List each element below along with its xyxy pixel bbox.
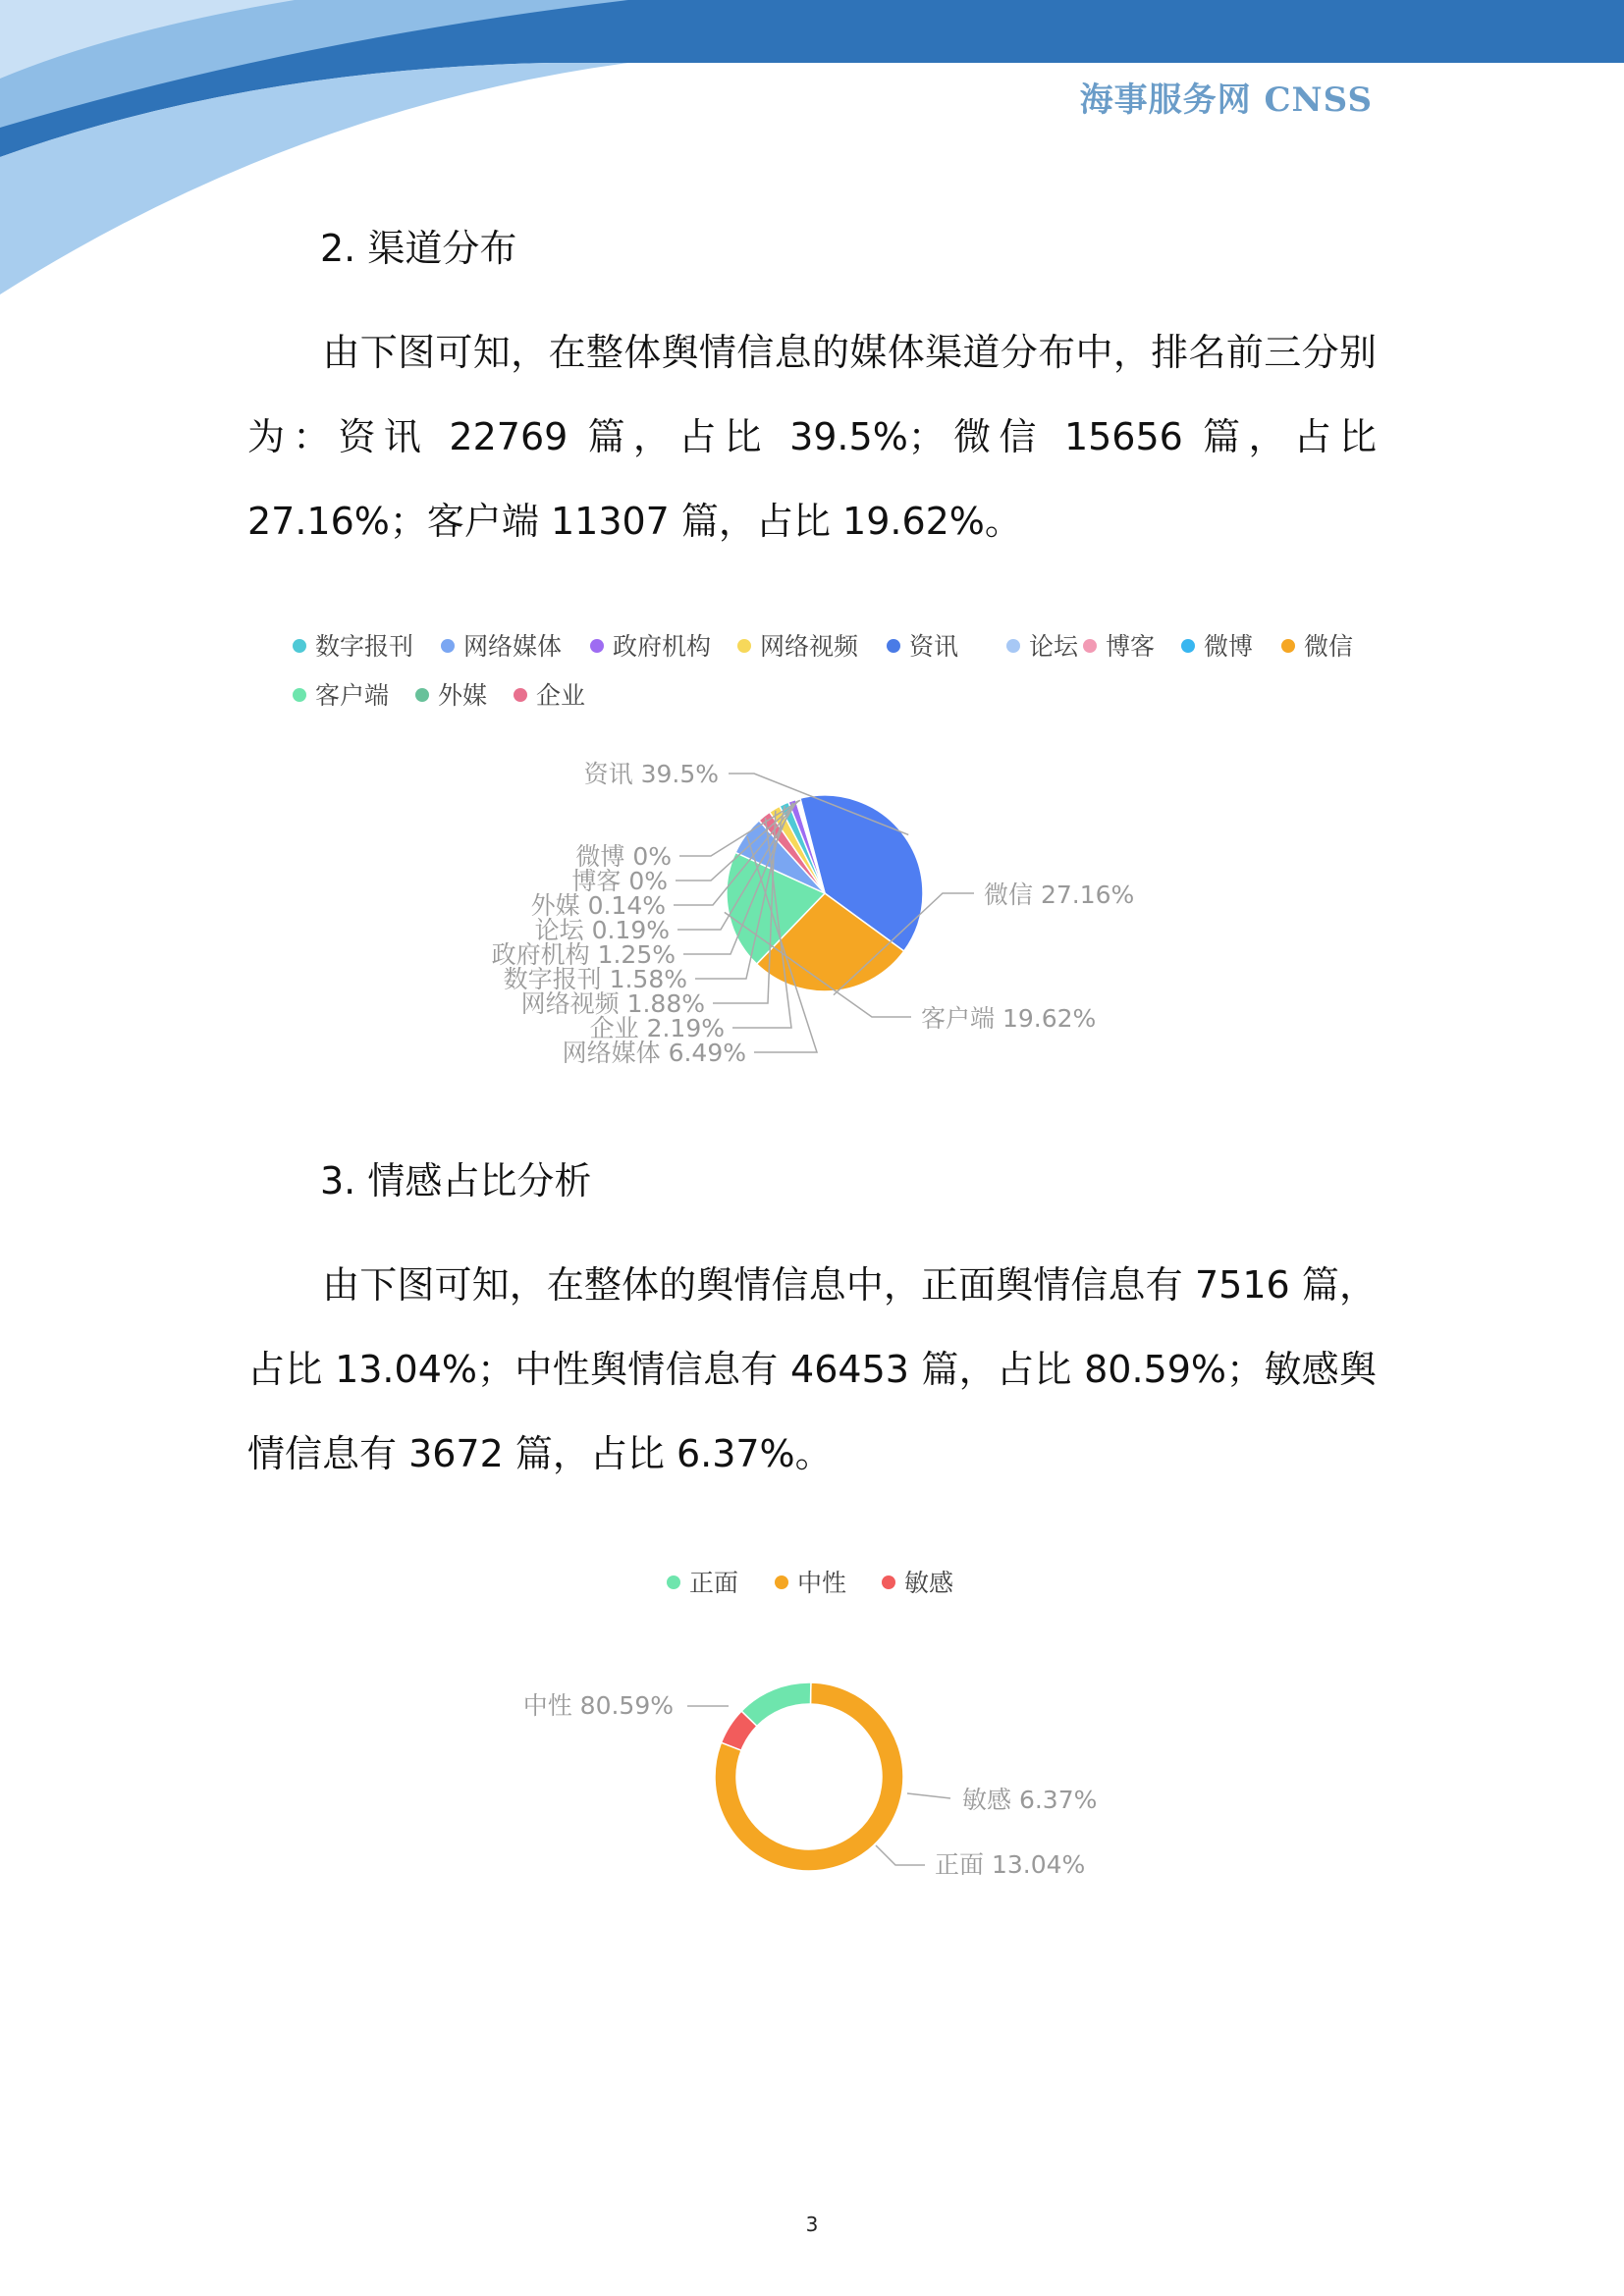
legend-item-0[interactable]: [667, 1569, 738, 1597]
legend-marker: [293, 639, 306, 653]
legend-label: 网络视频: [760, 632, 859, 661]
channel-paragraph: [247, 310, 1377, 563]
donut-label-中性: 中性 80.59%: [522, 1691, 674, 1720]
legend-item-3[interactable]: [737, 632, 859, 661]
pie-label-网络视频: 网络视频 1.88%: [520, 989, 705, 1018]
pie-label-博客: 博客 0%: [571, 867, 668, 895]
legend-label: 正面: [689, 1569, 739, 1597]
pie-label-网络媒体: 网络媒体 6.49%: [562, 1039, 746, 1067]
page-number: 3: [805, 2213, 819, 2236]
legend-marker: [1083, 639, 1097, 653]
donut-label-line-敏感: [907, 1793, 950, 1798]
sentiment-paragraph-text: 由下图可知，在整体的舆情信息中，正面舆情信息有 7516 篇，占比 13.04%；中性舆情信息有 46453 篇，占比 80.59%；敏感舆情信息有 3672 篇，占比 6.37%。: [247, 1263, 1377, 1475]
section-heading-sentiment: 3. 情感占比分析: [320, 1159, 592, 1202]
legend-item-10[interactable]: [415, 681, 487, 710]
pie-label-政府机构: 政府机构 1.25%: [491, 940, 676, 969]
legend-marker: [775, 1575, 788, 1589]
legend-item-1[interactable]: [441, 632, 562, 661]
legend-marker: [882, 1575, 895, 1589]
legend-item-0[interactable]: [293, 632, 413, 661]
header-wave-decoration: [0, 0, 1624, 294]
section-heading-channel: 2. 渠道分布: [320, 227, 517, 270]
legend-item-1[interactable]: [775, 1569, 846, 1597]
brand-name: 海事服务网 CNSS: [1079, 80, 1373, 120]
legend-marker: [737, 639, 751, 653]
legend-label: 博客: [1106, 632, 1156, 661]
sentiment-paragraph: [247, 1243, 1377, 1496]
legend-marker: [590, 639, 604, 653]
legend-marker: [415, 688, 429, 702]
channel-pie-chart: [0, 609, 1624, 1080]
legend-label: 政府机构: [613, 632, 712, 661]
pie-label-论坛: 论坛 0.19%: [534, 916, 670, 944]
pie-label-资讯: 资讯 39.5%: [583, 760, 719, 788]
legend-item-2[interactable]: [590, 632, 711, 661]
legend-marker: [1281, 639, 1295, 653]
legend-marker: [887, 639, 900, 653]
legend-label: 数字报刊: [315, 632, 414, 661]
legend-label: 微信: [1304, 632, 1354, 661]
donut-label-敏感: 敏感 6.37%: [962, 1786, 1098, 1814]
legend-item-2[interactable]: [882, 1569, 953, 1597]
channel-paragraph-text: 由下图可知，在整体舆情信息的媒体渠道分布中，排名前三分别为：资讯 22769 篇，占比 39.5%；微信 15656 篇，占比 27.16%；客户端 11307 篇，占比 19.62%。: [247, 331, 1377, 543]
legend-label: 中性: [797, 1569, 847, 1597]
pie-label-外媒: 外媒 0.14%: [530, 891, 666, 920]
legend-item-8[interactable]: [1281, 632, 1353, 661]
legend-label: 网络媒体: [463, 632, 563, 661]
legend-item-5[interactable]: [1006, 632, 1079, 661]
legend-label: 外媒: [438, 681, 488, 710]
pie-label-微博: 微博 0%: [575, 842, 672, 871]
legend-item-11[interactable]: [514, 681, 585, 710]
legend-label: 资讯: [909, 632, 959, 661]
sentiment-donut-chart: [0, 1551, 1624, 1895]
legend-item-6[interactable]: [1083, 632, 1155, 661]
legend-label: 客户端: [315, 681, 390, 710]
legend-label: 敏感: [904, 1569, 954, 1597]
donut-label-正面: 正面 13.04%: [935, 1850, 1086, 1879]
donut-slice-正面[interactable]: [741, 1682, 811, 1726]
pie-label-企业: 企业 2.19%: [589, 1014, 725, 1042]
legend-marker: [667, 1575, 680, 1589]
legend-marker: [441, 639, 455, 653]
legend-label: 微博: [1204, 632, 1254, 661]
legend-label: 论坛: [1029, 632, 1079, 661]
legend-marker: [293, 688, 306, 702]
donut-label-line-正面: [876, 1845, 925, 1865]
pie-label-数字报刊: 数字报刊 1.58%: [503, 965, 687, 993]
legend-item-4[interactable]: [887, 632, 958, 661]
pie-label-客户端: 客户端 19.62%: [921, 1004, 1097, 1033]
legend-marker: [514, 688, 527, 702]
legend-item-9[interactable]: [293, 681, 389, 710]
legend-label: 企业: [536, 681, 586, 710]
legend-marker: [1006, 639, 1020, 653]
legend-marker: [1181, 639, 1195, 653]
legend-item-7[interactable]: [1181, 632, 1253, 661]
pie-label-微信: 微信 27.16%: [984, 881, 1135, 909]
